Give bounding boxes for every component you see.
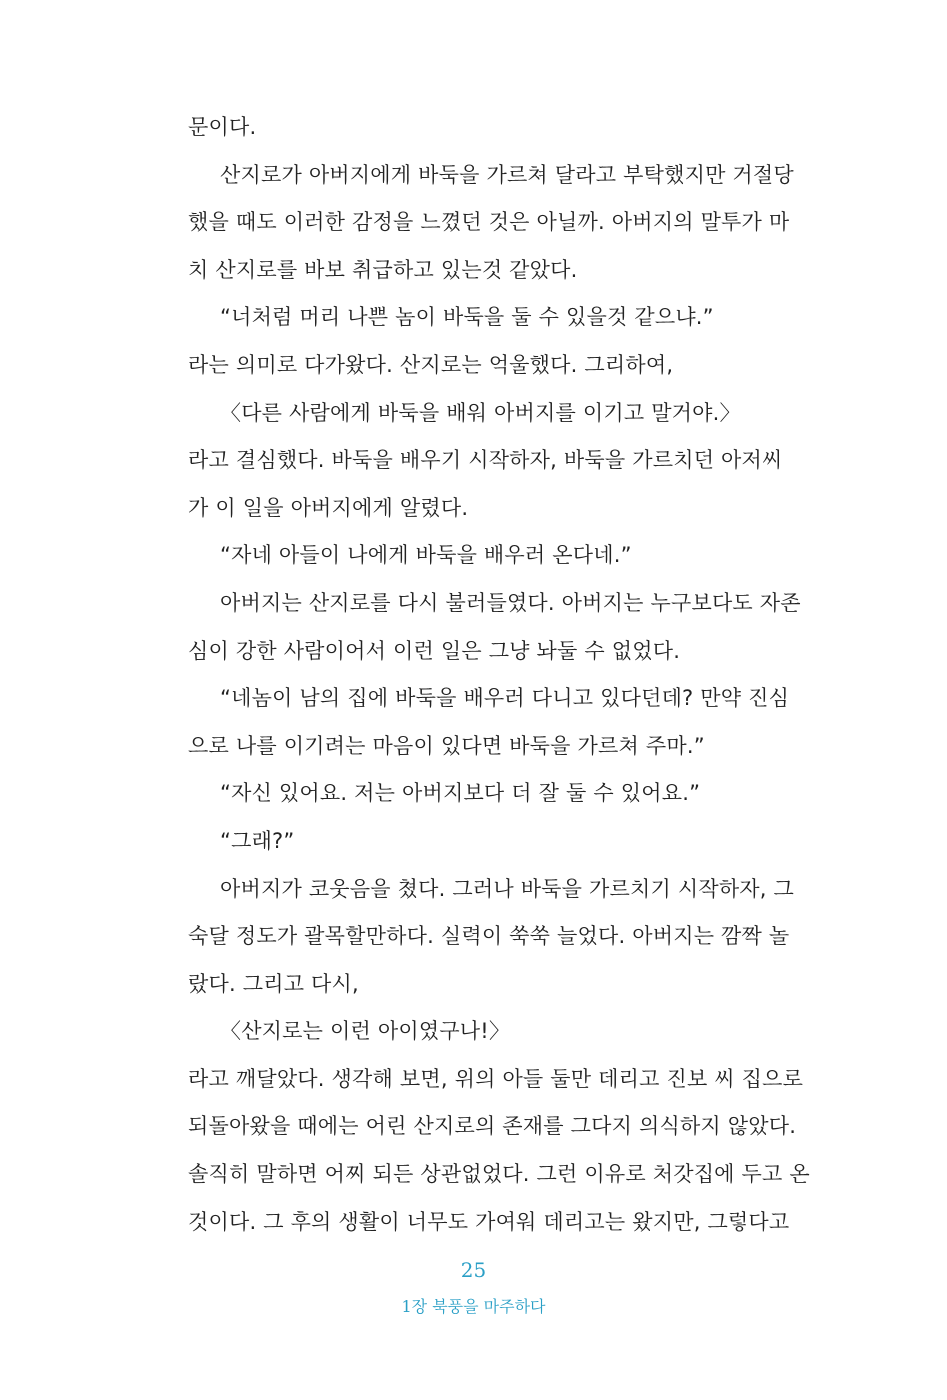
text-line: 라고 결심했다. 바둑을 배우기 시작하자, 바둑을 가르치던 아저씨 <box>188 448 783 473</box>
text-line: 아버지는 산지로를 다시 불러들였다. 아버지는 누구보다도 자존 <box>220 590 801 615</box>
text-line: “네놈이 남의 집에 바둑을 배우러 다니고 있다던데? 만약 진심 <box>220 686 790 711</box>
chapter-title: 1장 북풍을 마주하다 <box>401 1297 546 1316</box>
text-line: “자신 있어요. 저는 아버지보다 더 잘 둘 수 있어요.” <box>220 781 701 806</box>
page-number: 25 <box>460 1258 487 1282</box>
text-line: “그래?” <box>220 828 295 853</box>
text-line: 아버지가 코웃음을 쳤다. 그러나 바둑을 가르치기 시작하자, 그 <box>220 876 795 901</box>
page-body <box>188 104 833 1246</box>
text-line: 라고 깨달았다. 생각해 보면, 위의 아들 둘만 데리고 진보 씨 집으로 <box>188 1066 804 1091</box>
text-line: 산지로가 아버지에게 바둑을 가르쳐 달라고 부탁했지만 거절당 <box>220 162 794 187</box>
text-line: 〈다른 사람에게 바둑을 배워 아버지를 이기고 말거야.〉 <box>220 400 741 425</box>
text-line: “자네 아들이 나에게 바둑을 배우러 온다네.” <box>220 543 632 568</box>
text-line: “너처럼 머리 나쁜 놈이 바둑을 둘 수 있을것 같으냐.” <box>220 305 714 330</box>
text-line: 되돌아왔을 때에는 어린 산지로의 존재를 그다지 의식하지 않았다. <box>188 1114 797 1139</box>
text-line: 숙달 정도가 괄목할만하다. 실력이 쑥쑥 늘었다. 아버지는 깜짝 놀 <box>188 924 790 949</box>
text-line: 랐다. 그리고 다시, <box>188 971 359 996</box>
text-line: 문이다. <box>188 115 257 139</box>
text-line: 심이 강한 사람이어서 이런 일은 그냥 놔둘 수 없었다. <box>188 638 681 663</box>
text-line: 치 산지로를 바보 취급하고 있는것 같았다. <box>188 257 578 282</box>
text-line: 〈산지로는 이런 아이였구나!〉 <box>220 1019 511 1044</box>
text-line: 솔직히 말하면 어찌 되든 상관없었다. 그런 이유로 처갓집에 두고 온 <box>188 1162 810 1187</box>
text-line: 라는 의미로 다가왔다. 산지로는 억울했다. 그리하여, <box>188 352 674 377</box>
text-line: 가 이 일을 아버지에게 알렸다. <box>188 495 469 520</box>
text-line: 것이다. 그 후의 생활이 너무도 가여워 데리고는 왔지만, 그렇다고 <box>188 1209 790 1234</box>
text-line: 으로 나를 이기려는 마음이 있다면 바둑을 가르쳐 주마.” <box>188 733 705 758</box>
text-line: 했을 때도 이러한 감정을 느꼈던 것은 아닐까. 아버지의 말투가 마 <box>188 210 790 235</box>
